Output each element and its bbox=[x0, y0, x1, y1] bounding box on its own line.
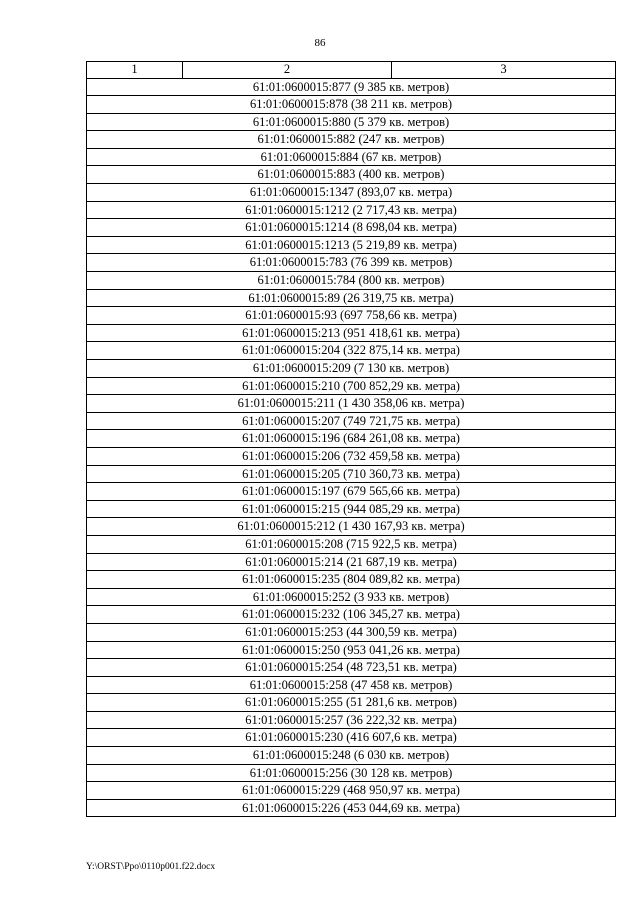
table-row bbox=[87, 307, 616, 325]
table-row bbox=[87, 447, 616, 465]
table-row bbox=[87, 465, 616, 483]
parcel-cell: 61:01:0600015:212 (1 430 167,93 кв. метра) bbox=[87, 518, 616, 536]
table-row bbox=[87, 518, 616, 536]
table-row bbox=[87, 96, 616, 114]
table-row bbox=[87, 166, 616, 184]
parcel-cell: 61:01:0600015:783 (76 399 кв. метров) bbox=[87, 254, 616, 272]
parcel-cell: 61:01:0600015:204 (322 875,14 кв. метра) bbox=[87, 342, 616, 360]
parcel-cell: 61:01:0600015:229 (468 950,97 кв. метра) bbox=[87, 782, 616, 800]
parcel-cell: 61:01:0600015:230 (416 607,6 кв. метра) bbox=[87, 729, 616, 747]
table-row bbox=[87, 360, 616, 378]
table-row bbox=[87, 483, 616, 501]
table-row bbox=[87, 148, 616, 166]
parcel-cell: 61:01:0600015:235 (804 089,82 кв. метра) bbox=[87, 571, 616, 589]
parcel-cell: 61:01:0600015:211 (1 430 358,06 кв. метра) bbox=[87, 395, 616, 413]
table-row bbox=[87, 659, 616, 677]
table-row bbox=[87, 289, 616, 307]
parcel-cell: 61:01:0600015:197 (679 565,66 кв. метра) bbox=[87, 483, 616, 501]
table-row bbox=[87, 553, 616, 571]
table-row bbox=[87, 711, 616, 729]
page-number: 86 bbox=[314, 37, 326, 49]
parcel-cell: 61:01:0600015:253 (44 300,59 кв. метра) bbox=[87, 623, 616, 641]
parcel-cell: 61:01:0600015:232 (106 345,27 кв. метра) bbox=[87, 606, 616, 624]
parcel-cell: 61:01:0600015:214 (21 687,19 кв. метра) bbox=[87, 553, 616, 571]
parcel-cell: 61:01:0600015:93 (697 758,66 кв. метра) bbox=[87, 307, 616, 325]
parcel-cell: 61:01:0600015:209 (7 130 кв. метров) bbox=[87, 360, 616, 378]
parcel-cell: 61:01:0600015:1347 (893,07 кв. метра) bbox=[87, 184, 616, 202]
table-row bbox=[87, 236, 616, 254]
table-row bbox=[87, 395, 616, 413]
table-row bbox=[87, 131, 616, 149]
parcel-cell: 61:01:0600015:196 (684 261,08 кв. метра) bbox=[87, 430, 616, 448]
table-row bbox=[87, 799, 616, 817]
table-row bbox=[87, 272, 616, 290]
table-row bbox=[87, 606, 616, 624]
parcel-cell: 61:01:0600015:248 (6 030 кв. метров) bbox=[87, 747, 616, 765]
parcel-cell: 61:01:0600015:252 (3 933 кв. метров) bbox=[87, 588, 616, 606]
table-row bbox=[87, 676, 616, 694]
table-row bbox=[87, 623, 616, 641]
table-row bbox=[87, 764, 616, 782]
parcel-cell: 61:01:0600015:254 (48 723,51 кв. метра) bbox=[87, 659, 616, 677]
parcel-cell: 61:01:0600015:207 (749 721,75 кв. метра) bbox=[87, 412, 616, 430]
parcel-cell: 61:01:0600015:882 (247 кв. метров) bbox=[87, 131, 616, 149]
parcel-cell: 61:01:0600015:206 (732 459,58 кв. метра) bbox=[87, 447, 616, 465]
column-header-2: 2 bbox=[183, 62, 392, 79]
table-row bbox=[87, 254, 616, 272]
parcel-cell: 61:01:0600015:210 (700 852,29 кв. метра) bbox=[87, 377, 616, 395]
parcel-cell: 61:01:0600015:215 (944 085,29 кв. метра) bbox=[87, 500, 616, 518]
parcel-cell: 61:01:0600015:256 (30 128 кв. метров) bbox=[87, 764, 616, 782]
table-row bbox=[87, 729, 616, 747]
table-row bbox=[87, 694, 616, 712]
table-body bbox=[87, 78, 616, 817]
parcel-cell: 61:01:0600015:89 (26 319,75 кв. метра) bbox=[87, 289, 616, 307]
parcel-cell: 61:01:0600015:784 (800 кв. метров) bbox=[87, 272, 616, 290]
parcel-cell: 61:01:0600015:213 (951 418,61 кв. метра) bbox=[87, 324, 616, 342]
parcel-cell: 61:01:0600015:205 (710 360,73 кв. метра) bbox=[87, 465, 616, 483]
parcel-cell: 61:01:0600015:1214 (8 698,04 кв. метра) bbox=[87, 219, 616, 237]
parcel-cell: 61:01:0600015:877 (9 385 кв. метров) bbox=[87, 78, 616, 96]
parcel-cell: 61:01:0600015:226 (453 044,69 кв. метра) bbox=[87, 799, 616, 817]
table-row bbox=[87, 412, 616, 430]
table-row bbox=[87, 78, 616, 96]
table-row bbox=[87, 430, 616, 448]
parcel-cell: 61:01:0600015:257 (36 222,32 кв. метра) bbox=[87, 711, 616, 729]
parcel-cell: 61:01:0600015:880 (5 379 кв. метров) bbox=[87, 113, 616, 131]
parcel-cell: 61:01:0600015:878 (38 211 кв. метров) bbox=[87, 96, 616, 114]
parcel-cell: 61:01:0600015:884 (67 кв. метров) bbox=[87, 148, 616, 166]
column-header-1: 1 bbox=[87, 62, 183, 79]
parcel-cell: 61:01:0600015:250 (953 041,26 кв. метра) bbox=[87, 641, 616, 659]
parcel-cell: 61:01:0600015:1213 (5 219,89 кв. метра) bbox=[87, 236, 616, 254]
table-row bbox=[87, 377, 616, 395]
parcel-cell: 61:01:0600015:1212 (2 717,43 кв. метра) bbox=[87, 201, 616, 219]
parcel-cell: 61:01:0600015:258 (47 458 кв. метров) bbox=[87, 676, 616, 694]
table-row bbox=[87, 641, 616, 659]
table-row bbox=[87, 184, 616, 202]
table-header-row bbox=[87, 62, 616, 79]
table-row bbox=[87, 535, 616, 553]
table-row bbox=[87, 113, 616, 131]
table-row bbox=[87, 782, 616, 800]
table-row bbox=[87, 201, 616, 219]
table-row bbox=[87, 342, 616, 360]
table-row bbox=[87, 500, 616, 518]
parcel-cell: 61:01:0600015:208 (715 922,5 кв. метра) bbox=[87, 535, 616, 553]
parcel-cell: 61:01:0600015:883 (400 кв. метров) bbox=[87, 166, 616, 184]
table-row bbox=[87, 571, 616, 589]
column-header-3: 3 bbox=[392, 62, 616, 79]
table-row bbox=[87, 588, 616, 606]
table-row bbox=[87, 219, 616, 237]
table-row bbox=[87, 747, 616, 765]
parcel-cell: 61:01:0600015:255 (51 281,6 кв. метров) bbox=[87, 694, 616, 712]
parcels-table bbox=[86, 61, 616, 817]
table-row bbox=[87, 324, 616, 342]
footer-file-path: Y:\ORST\Ppo\0110p001.f22.docx bbox=[86, 862, 216, 872]
